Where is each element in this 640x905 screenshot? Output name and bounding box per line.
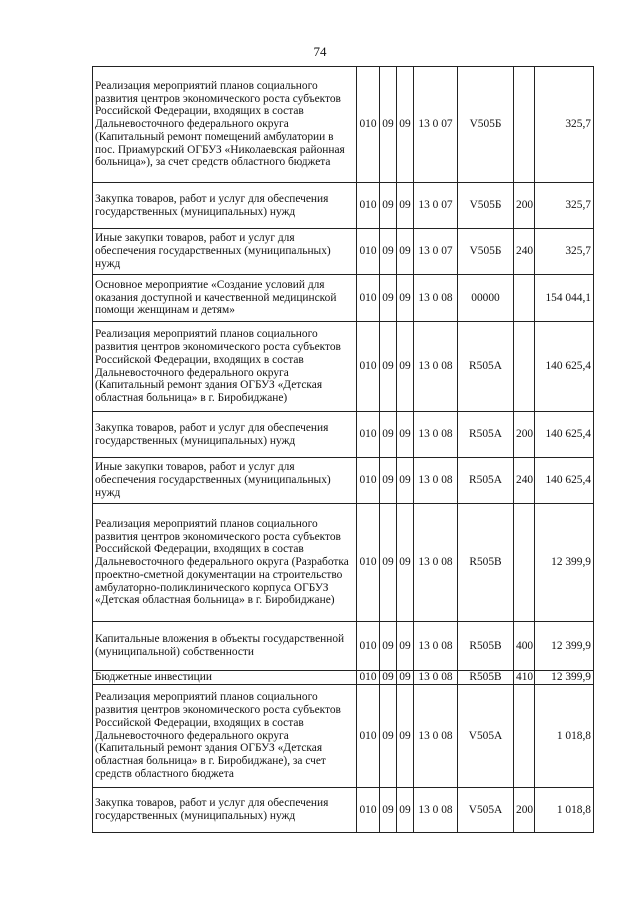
- program-code: V505А: [458, 788, 514, 833]
- row-description: Основное мероприятие «Создание условий для оказания доступной и качественной медицинской помощи женщинам и детям»: [93, 275, 357, 322]
- expense-type-code: [514, 275, 535, 322]
- table-row: [93, 229, 594, 275]
- subsection-code: 09: [397, 622, 414, 671]
- subsection-code: 09: [397, 458, 414, 504]
- expense-type-code: [514, 504, 535, 622]
- section-code: 09: [380, 67, 397, 183]
- section-code: 09: [380, 275, 397, 322]
- expense-type-code: [514, 322, 535, 412]
- expense-type-code: 410: [514, 671, 535, 685]
- program-code: V505Б: [458, 183, 514, 229]
- table-row: [93, 412, 594, 458]
- target-article-code: 13 0 07: [414, 183, 458, 229]
- subsection-code: 09: [397, 671, 414, 685]
- table-row: [93, 322, 594, 412]
- table-row: [93, 275, 594, 322]
- expense-type-code: [514, 67, 535, 183]
- subsection-code: 09: [397, 183, 414, 229]
- row-description: Реализация мероприятий планов социального развития центров экономического роста субъектов Российской Федерации, входящих в состав Дальневосточного федерального округа (Разработка проектно-сметной документации на строительство амбулаторно-поликлинического корпуса ОГБУЗ «Детская областная больница» в г. Биробиджане): [93, 504, 357, 622]
- ministry-code: 010: [357, 458, 380, 504]
- target-article-code: 13 0 07: [414, 229, 458, 275]
- row-description: Закупка товаров, работ и услуг для обеспечения государственных (муниципальных) нужд: [93, 183, 357, 229]
- subsection-code: 09: [397, 504, 414, 622]
- program-code: R505А: [458, 412, 514, 458]
- section-code: 09: [380, 322, 397, 412]
- table-row: [93, 183, 594, 229]
- program-code: R505А: [458, 458, 514, 504]
- amount: 140 625,4: [535, 412, 594, 458]
- row-description: Капитальные вложения в объекты государственной (муниципальной) собственности: [93, 622, 357, 671]
- expense-type-code: 400: [514, 622, 535, 671]
- ministry-code: 010: [357, 322, 380, 412]
- ministry-code: 010: [357, 671, 380, 685]
- row-description: Реализация мероприятий планов социального развития центров экономического роста субъектов Российской Федерации, входящих в состав Дальневосточного федерального округа (Капитальный ремонт помещений амбулатории в пос. Приамурский ОГБУЗ «Николаевская районная больница»), за счет средств областного бюджета: [93, 67, 357, 183]
- subsection-code: 09: [397, 788, 414, 833]
- row-description: Закупка товаров, работ и услуг для обеспечения государственных (муниципальных) нужд: [93, 788, 357, 833]
- program-code: R505А: [458, 322, 514, 412]
- expense-type-code: 200: [514, 183, 535, 229]
- target-article-code: 13 0 08: [414, 788, 458, 833]
- amount: 140 625,4: [535, 458, 594, 504]
- row-description: Реализация мероприятий планов социального развития центров экономического роста субъектов Российской Федерации, входящих в состав Дальневосточного федерального округа (Капитальный ремонт здания ОГБУЗ «Детская областная больница» в г. Биробиджане), за счет средств областного бюджета: [93, 685, 357, 788]
- row-description: Закупка товаров, работ и услуг для обеспечения государственных (муниципальных) нужд: [93, 412, 357, 458]
- ministry-code: 010: [357, 412, 380, 458]
- amount: 12 399,9: [535, 671, 594, 685]
- table-row: [93, 788, 594, 833]
- budget-table: [92, 66, 594, 833]
- target-article-code: 13 0 08: [414, 412, 458, 458]
- section-code: 09: [380, 685, 397, 788]
- target-article-code: 13 0 08: [414, 671, 458, 685]
- ministry-code: 010: [357, 622, 380, 671]
- ministry-code: 010: [357, 504, 380, 622]
- amount: 1 018,8: [535, 685, 594, 788]
- section-code: 09: [380, 458, 397, 504]
- section-code: 09: [380, 622, 397, 671]
- table-row: [93, 504, 594, 622]
- section-code: 09: [380, 229, 397, 275]
- subsection-code: 09: [397, 412, 414, 458]
- amount: 12 399,9: [535, 622, 594, 671]
- subsection-code: 09: [397, 275, 414, 322]
- expense-type-code: 240: [514, 229, 535, 275]
- row-description: Бюджетные инвестиции: [93, 671, 357, 685]
- row-description: Иные закупки товаров, работ и услуг для обеспечения государственных (муниципальных) нужд: [93, 229, 357, 275]
- page-number: 74: [313, 44, 327, 59]
- ministry-code: 010: [357, 229, 380, 275]
- amount: 325,7: [535, 67, 594, 183]
- section-code: 09: [380, 671, 397, 685]
- amount: 325,7: [535, 229, 594, 275]
- amount: 140 625,4: [535, 322, 594, 412]
- section-code: 09: [380, 183, 397, 229]
- subsection-code: 09: [397, 229, 414, 275]
- table-row: [93, 622, 594, 671]
- ministry-code: 010: [357, 67, 380, 183]
- program-code: V505Б: [458, 229, 514, 275]
- program-code: R505В: [458, 671, 514, 685]
- amount: 1 018,8: [535, 788, 594, 833]
- target-article-code: 13 0 08: [414, 685, 458, 788]
- amount: 12 399,9: [535, 504, 594, 622]
- table-row: [93, 685, 594, 788]
- table-row: [93, 67, 594, 183]
- section-code: 09: [380, 412, 397, 458]
- amount: 154 044,1: [535, 275, 594, 322]
- program-code: V505А: [458, 685, 514, 788]
- program-code: R505В: [458, 504, 514, 622]
- target-article-code: 13 0 07: [414, 67, 458, 183]
- row-description: Иные закупки товаров, работ и услуг для обеспечения государственных (муниципальных) нужд: [93, 458, 357, 504]
- expense-type-code: [514, 685, 535, 788]
- subsection-code: 09: [397, 685, 414, 788]
- ministry-code: 010: [357, 275, 380, 322]
- table-row: [93, 671, 594, 685]
- expense-type-code: 200: [514, 412, 535, 458]
- expense-type-code: 200: [514, 788, 535, 833]
- target-article-code: 13 0 08: [414, 322, 458, 412]
- amount: 325,7: [535, 183, 594, 229]
- section-code: 09: [380, 788, 397, 833]
- row-description: Реализация мероприятий планов социального развития центров экономического роста субъектов Российской Федерации, входящих в состав Дальневосточного федерального округа (Капитальный ремонт здания ОГБУЗ «Детская областная больница» в г. Биробиджане): [93, 322, 357, 412]
- ministry-code: 010: [357, 685, 380, 788]
- target-article-code: 13 0 08: [414, 622, 458, 671]
- subsection-code: 09: [397, 67, 414, 183]
- target-article-code: 13 0 08: [414, 458, 458, 504]
- target-article-code: 13 0 08: [414, 275, 458, 322]
- ministry-code: 010: [357, 183, 380, 229]
- program-code: R505В: [458, 622, 514, 671]
- program-code: 00000: [458, 275, 514, 322]
- program-code: V505Б: [458, 67, 514, 183]
- expense-type-code: 240: [514, 458, 535, 504]
- subsection-code: 09: [397, 322, 414, 412]
- ministry-code: 010: [357, 788, 380, 833]
- target-article-code: 13 0 08: [414, 504, 458, 622]
- table-row: [93, 458, 594, 504]
- section-code: 09: [380, 504, 397, 622]
